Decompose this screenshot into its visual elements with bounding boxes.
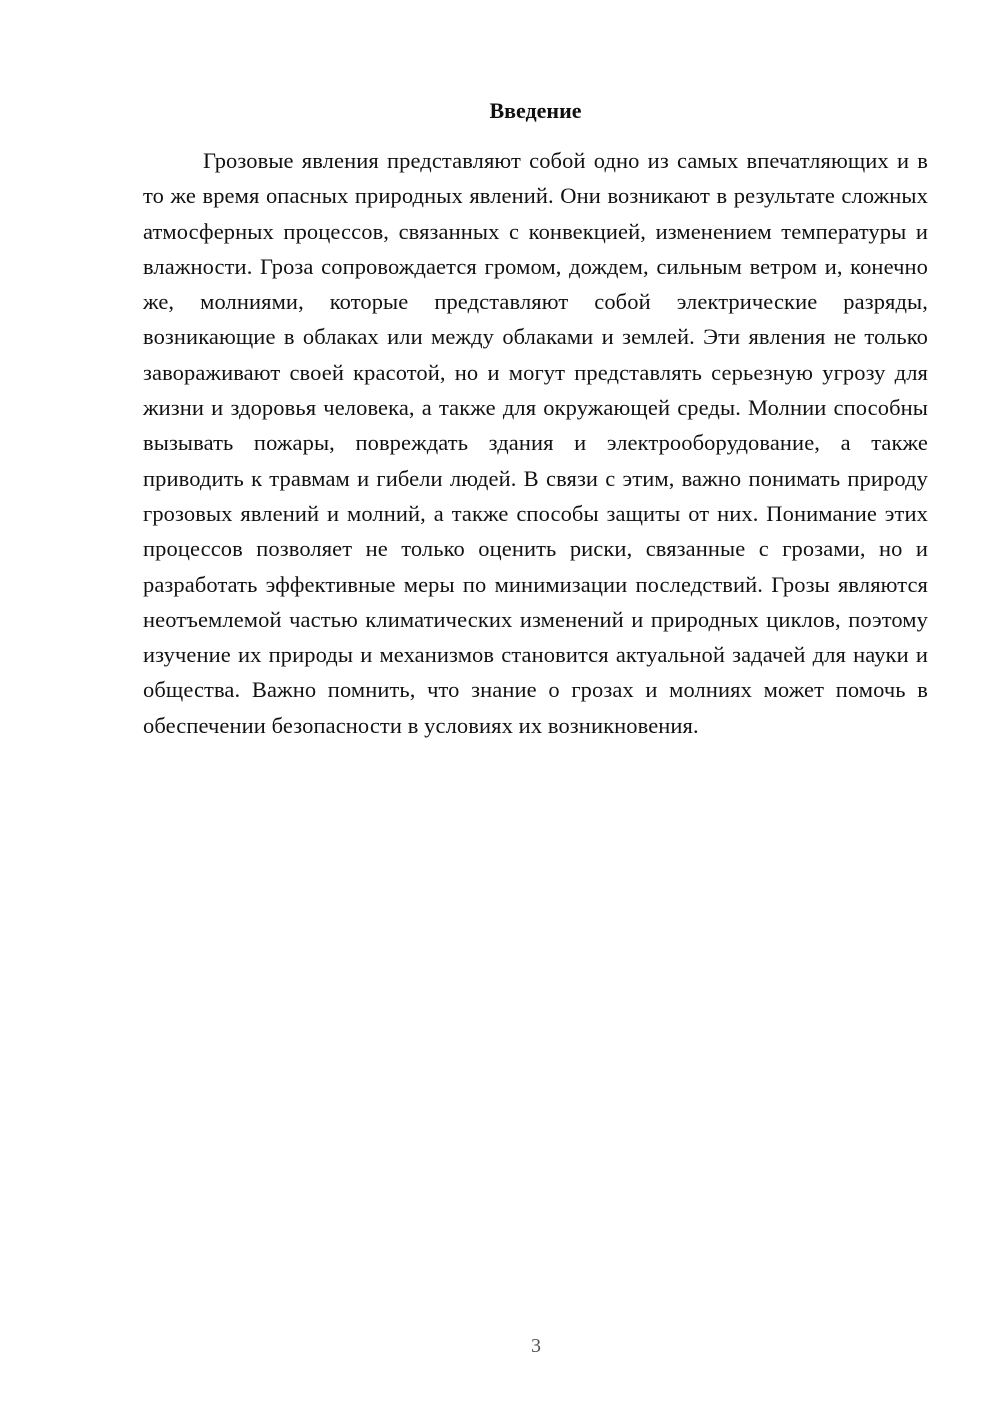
- body-paragraph: Грозовые явления представляют собой одно из самых впечатляющих и в то же время опасных природных явлений. Они возникают в результате сложных атмосферных процессов, связанных с конвекцией, изменением температуры и влажности. Гроза сопровождается громом, дождем, сильным ветром и, конечно же, молниями, которые представляют собой электрические разряды, возникающие в облаках или между облаками и землей. Эти явления не только завораживают своей красотой, но и могут представлять серьезную угрозу для жизни и здоровья человека, а также для окружающей среды. Молнии способны вызывать пожары, повреждать здания и электрооборудование, а также приводить к травмам и гибели людей. В связи с этим, важно понимать природу грозовых явлений и молний, а также способы защиты от них. Понимание этих процессов позволяет не только оценить риски, связанные с грозами, но и разработать эффективные меры по минимизации последствий. Грозы являются неотъемлемой частью климатических изменений и природных циклов, поэтому изучение их природы и механизмов становится актуальной задачей для науки и общества. Важно помнить, что знание о грозах и молниях может помочь в обеспечении безопасности в условиях их возникновения.: [143, 148, 928, 738]
- page-number: 3: [531, 1335, 541, 1357]
- section-heading: Введение: [489, 98, 582, 123]
